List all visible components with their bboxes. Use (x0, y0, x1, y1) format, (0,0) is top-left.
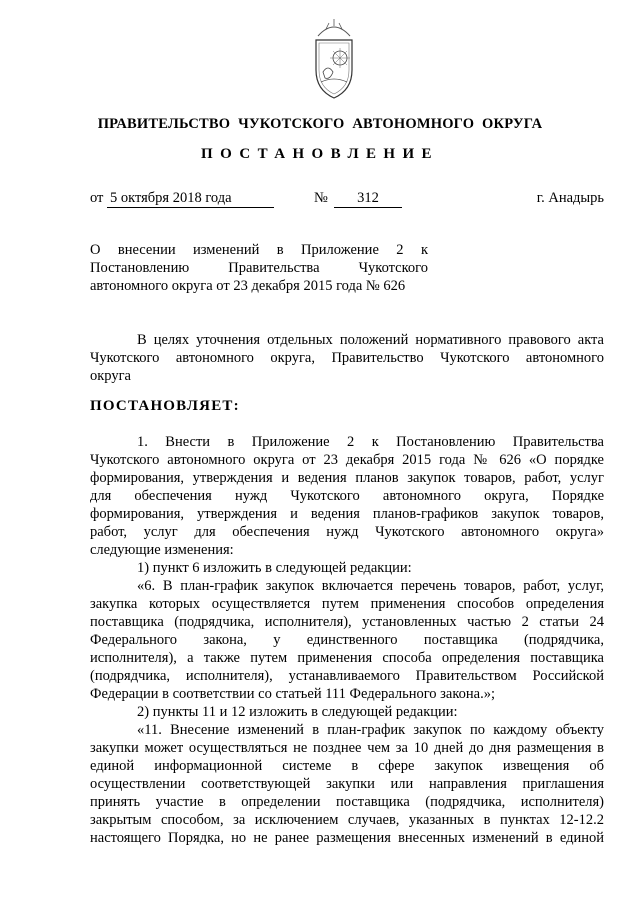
body-line: закрытым способом, за исключением случаев, указанных в пунктах 12-12.2 (90, 812, 604, 828)
document-type-title: ПОСТАНОВЛЕНИЕ (201, 146, 439, 162)
body-line: исполнителя), а также путем применения способа определения поставщика (90, 650, 604, 666)
body-line: для обеспечения нужд Чукотского автономного округа, Порядке (90, 488, 604, 504)
body-line: Федерального закона, у единственного поставщика (подрядчика, (90, 632, 604, 648)
body-line: формирования, утверждения и ведения планов закупок товаров, работ, услуг (90, 470, 604, 486)
number-label: № (314, 190, 328, 206)
body-line: принять участие в определении поставщика (подрядчика, исполнителя) (90, 794, 604, 810)
body-line: (подрядчика, исполнителя), устанавливаемого Правительством Российской (90, 668, 604, 684)
decree-heading: ПОСТАНОВЛЯЕТ: (90, 398, 240, 414)
body-line: единой информационной системе в сфере закупок извещения об (90, 758, 604, 774)
body-line: закупки может осуществляться не позднее чем за 10 дней до дня размещения в (90, 740, 604, 756)
decree-body (90, 433, 604, 847)
preamble-line: округа (90, 368, 131, 384)
coat-of-arms-emblem (306, 14, 362, 106)
body-line: формирования, утверждения и ведения планов-графиков закупок товаров, (90, 506, 604, 522)
body-line: Чукотского автономного округа от 23 декабря 2015 года № 626 «О порядке (90, 452, 604, 468)
document-city: г. Анадырь (536, 190, 604, 206)
preamble-line: В целях уточнения отдельных положений нормативного правового акта (137, 332, 604, 348)
body-line: поставщика (подрядчика, исполнителя), установленных частью 2 статьи 24 (90, 614, 604, 630)
document-date: 5 октября 2018 года (107, 189, 274, 208)
document-subject (90, 241, 428, 295)
subject-line: Постановлению Правительства Чукотского (90, 260, 428, 276)
body-line: 1) пункт 6 изложить в следующей редакции: (137, 560, 412, 576)
government-title: ПРАВИТЕЛЬСТВО ЧУКОТСКОГО АВТОНОМНОГО ОКРУГА (97, 116, 543, 132)
body-line: осуществлении соответствующей закупки или направления приглашения (90, 776, 604, 792)
document-number: 312 (334, 189, 402, 208)
subject-line: О внесении изменений в Приложение 2 к (90, 242, 428, 258)
body-line: закупка которых осуществляется путем применения способов определения (90, 596, 604, 612)
body-line: Федерации в соответствии со статьей 111 Федерального закона.»; (90, 686, 495, 702)
preamble (90, 331, 604, 385)
body-line: 2) пункты 11 и 12 изложить в следующей редакции: (137, 704, 458, 720)
subject-line: автономного округа от 23 декабря 2015 года № 626 (90, 278, 406, 294)
body-line: следующие изменения: (90, 542, 234, 558)
body-line: 1. Внести в Приложение 2 к Постановлению Правительства (137, 434, 604, 450)
body-line: настоящего Порядка, но не ранее размещения внесенных изменений в единой (90, 830, 604, 846)
body-line: «6. В план-график закупок включается перечень товаров, работ, услуг, (137, 578, 604, 594)
preamble-line: Чукотского автономного округа, Правительство Чукотского автономного (90, 350, 604, 366)
body-line: работ, услуг для обеспечения нужд Чукотского автономного округа» (90, 524, 604, 540)
body-line: «11. Внесение изменений в план-график закупок по каждому объекту (137, 722, 604, 738)
date-label: от (90, 190, 104, 206)
